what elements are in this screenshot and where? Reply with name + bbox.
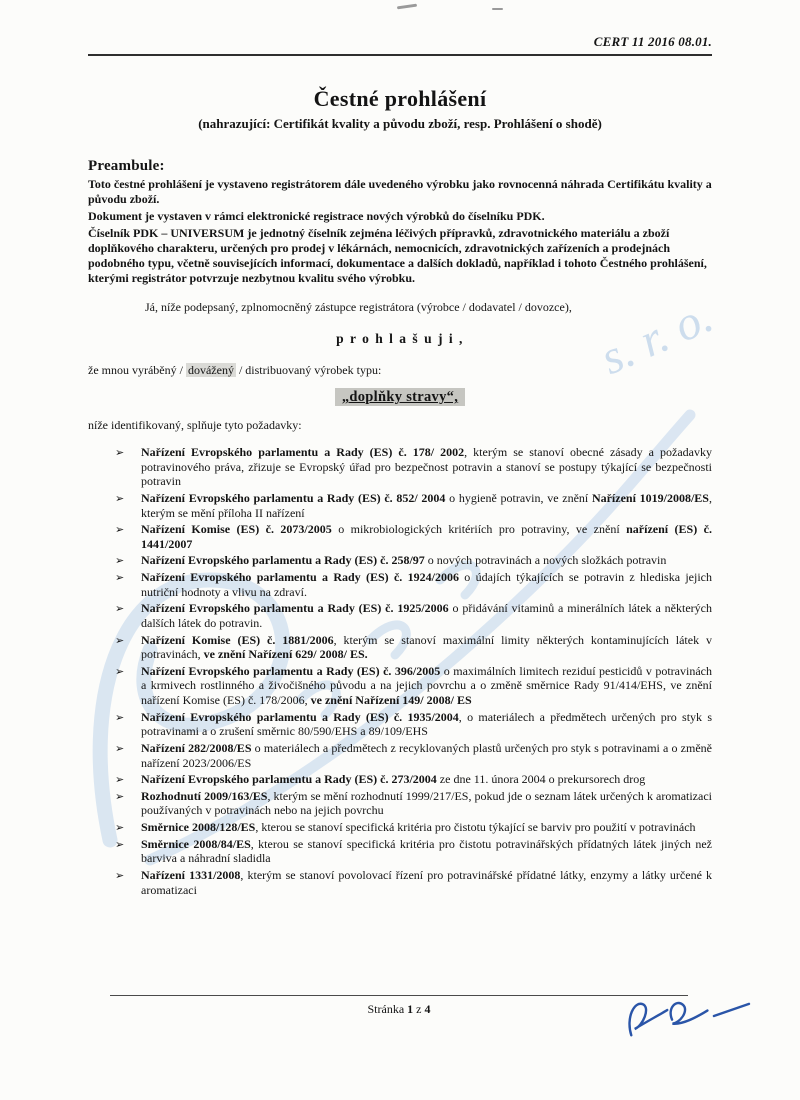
list-marker-icon: ➢: [115, 523, 125, 537]
list-item: [114, 522, 712, 551]
list-item: [114, 553, 712, 568]
list-item-text: Nařízení Evropského parlamentu a Rady (ES) č. 852/ 2004: [141, 490, 446, 505]
list-item-text: , kterým se mění rozhodnutí 1999/217/ES, pokud jde o seznam látek určených k aromatizaci používaných v potravinách nebo na jejich povrchu: [141, 788, 712, 818]
signature-stroke: [713, 1004, 750, 1016]
list-item: [114, 868, 712, 897]
signature-stroke: [628, 1001, 669, 1035]
list-item-text: , kterým se mění příloha II nařízení: [141, 490, 712, 520]
list-item-text: , kterým se stanoví povolovací řízení pro potravinářské přídatné látky, enzymy a látky určené k aromatizaci: [141, 867, 712, 897]
list-marker-icon: ➢: [115, 837, 125, 851]
requirements-list: [114, 445, 712, 897]
preamble-heading: Preambule:: [88, 158, 165, 174]
list-marker-icon: ➢: [115, 821, 125, 834]
list-item-text: Nařízení Evropského parlamentu a Rady (ES) č. 396/2005: [141, 663, 441, 678]
list-marker-icon: ➢: [115, 446, 125, 459]
list-item-text: Nařízení Evropského parlamentu a Rady (ES) č. 1924/2006: [141, 570, 459, 584]
document-title: Čestné prohlášení: [313, 86, 487, 111]
list-marker-icon: ➢: [115, 868, 125, 882]
list-marker-icon: ➢: [115, 773, 125, 787]
list-item: [114, 772, 712, 787]
list-item-text: Nařízení 282/2008/ES: [141, 740, 252, 755]
header-divider: [88, 54, 712, 56]
list-item: [114, 741, 712, 770]
compliance-intro: níže identifikovaný, splňuje tyto požadavky:: [88, 418, 302, 432]
list-item-text: Nařízení 1331/2008: [141, 867, 241, 882]
list-item-text: , o materiálech a předmětech určených pro styk s potravinami a o zrušení směrnic 80/590/EHS a 89/109/EHS: [141, 709, 712, 739]
list-item-text: Nařízení Evropského parlamentu a Rady (ES) č. 1935/2004: [141, 709, 459, 724]
product-line-text: že mnou vyráběný /: [88, 363, 186, 377]
list-marker-icon: ➢: [115, 710, 125, 724]
list-marker-icon: ➢: [115, 602, 125, 616]
list-item-text: o nových potravinách a nových složkách potravin: [424, 553, 667, 568]
list-item-text: Směrnice 2008/84/ES: [141, 836, 251, 851]
list-marker-icon: ➢: [115, 633, 125, 647]
declarant-line: Já, níže podepsaný, zplnomocněný zástupce registrátora (výrobce / dodavatel / dovozce),: [145, 300, 572, 314]
page-footer: [110, 995, 688, 1017]
list-item: [114, 491, 712, 520]
signature: [613, 972, 769, 1065]
list-marker-icon: ➢: [115, 491, 125, 505]
list-item-text: Rozhodnutí 2009/163/ES: [141, 788, 268, 803]
list-item: [114, 664, 712, 708]
list-item-text: Nařízení Komise (ES) č. 1881/2006: [141, 632, 334, 647]
list-item-text: , kterým se stanoví maximální limity některých kontaminujících látek v potravinách,: [141, 632, 712, 662]
footer-label: Stránka: [367, 1002, 408, 1016]
preamble-paragraph: Dokument je vystaven v rámci elektronické registrace nových výrobků do číselníku PDK.: [88, 209, 545, 223]
list-item: [114, 837, 712, 866]
declaration-word: p r o h l a š u j i ,: [336, 331, 464, 346]
footer-separator: z: [413, 1002, 425, 1016]
list-item-text: Nařízení 1019/2008/ES: [591, 490, 709, 505]
list-marker-icon: ➢: [115, 571, 125, 584]
list-item-text: nařízení (ES) č. 1441/2007: [141, 522, 712, 551]
list-marker-icon: ➢: [115, 741, 125, 755]
footer-total-pages: 4: [424, 1002, 431, 1016]
list-item-text: Nařízení Evropského parlamentu a Rady (ES) č. 178/ 2002: [141, 445, 465, 459]
preamble-paragraph: Číselník PDK – UNIVERSUM je jednotný číselník zejména léčivých přípravků, zdravotnického materiálu a zboží doplňkového charakteru, určených pro prodej v lékárnách, nemocnicích, zdravotnických zařízeních a prodejnách podobného typu, včetně souvisejících informací, dokumentace a dalších dokladů, například i tohoto Čestného prohlášení, kterými registrátor potvrzuje nezbytnou kvalitu svého výrobku.: [88, 226, 707, 285]
list-item-text: , kterým se stanoví obecné zásady a požadavky potravinového práva, zřizuje se Evropský úřad pro bezpečnost potravin a stanoví se postupy týkající se bezpečnosti potravin: [141, 445, 712, 489]
document-reference: CERT 11 2016 08.01.: [593, 34, 712, 49]
list-item-text: , kterou se stanoví specifická kritéria pro čistotu potravinářských přídatných látek jiných než barviva a náhradní sladidla: [141, 836, 712, 866]
signature-stroke: [670, 1001, 709, 1025]
product-type-highlight: „doplňky stravy“,: [335, 388, 465, 406]
preamble-paragraph: Toto čestné prohlášení je vystaveno registrátorem dále uvedeného výrobku jako rovnocenná náhrada Certifikátu kvality a původu zboží.: [88, 177, 712, 206]
highlighted-word: dovážený: [187, 363, 234, 377]
list-item-text: o maximálních limitech reziduí pesticidů v potravinách a krmivech rostlinného a živočišného původu a na jejich povrchu a o změně směrnice Rady 91/414/EHS, ve znění nařízení Komise (ES) č. 178/2006,: [141, 663, 712, 707]
product-type-row: [88, 388, 712, 406]
list-marker-icon: ➢: [115, 664, 125, 678]
list-item-text: o hygieně potravin, ve znění: [445, 490, 592, 505]
footer-page-number: 1: [407, 1002, 414, 1016]
list-item: [114, 601, 712, 630]
list-item: [114, 789, 712, 818]
list-marker-icon: ➢: [115, 789, 125, 803]
list-item-text: o mikrobiologických kritériích pro potraviny, ve znění: [331, 522, 627, 537]
list-item-text: Nařízení Komise (ES) č. 2073/2005: [141, 522, 332, 537]
list-item-text: Směrnice 2008/128/ES: [141, 820, 256, 834]
list-item: [114, 445, 712, 489]
list-item-text: ve znění Nařízení 629/ 2008/ ES.: [203, 647, 368, 662]
product-line: [88, 363, 712, 378]
list-item: [114, 710, 712, 739]
product-line-text: / distribuovaný výrobek typu:: [235, 363, 382, 377]
list-item-text: ve znění Nařízení 149/ 2008/ ES: [310, 693, 472, 707]
list-item-text: ze dne 11. února 2004 o prekursorech drog: [436, 772, 646, 787]
list-item-text: Nařízení Evropského parlamentu a Rady (ES) č. 1925/2006: [141, 601, 449, 616]
list-item-text: o údajích týkajících se potravin z hlediska jejich nutriční hodnoty a vlivu na zdraví.: [141, 570, 713, 599]
list-item: [114, 633, 712, 662]
list-marker-icon: ➢: [115, 554, 125, 568]
list-item: [114, 570, 712, 599]
list-item-text: Nařízení Evropského parlamentu a Rady (ES) č. 273/2004: [141, 772, 437, 787]
list-item-text: Nařízení Evropského parlamentu a Rady (ES) č. 258/97: [141, 553, 425, 568]
watermark-text: s. r. o.: [592, 289, 721, 386]
list-item-text: , kterou se stanoví specifická kritéria pro čistotu týkající se barviv pro použití v potravinách: [255, 820, 696, 834]
list-item-text: o materiálech a předmětech z recyklovaných plastů určených pro styk s potravinami a o změně nařízení 2023/2006/ES: [141, 740, 712, 770]
list-item-text: o přidávání vitaminů a minerálních látek a některých dalších látek do potravin.: [141, 601, 712, 630]
list-item: [114, 820, 712, 835]
document-subtitle: (nahrazující: Certifikát kvality a původu zboží, resp. Prohlášení o shodě): [198, 116, 602, 131]
